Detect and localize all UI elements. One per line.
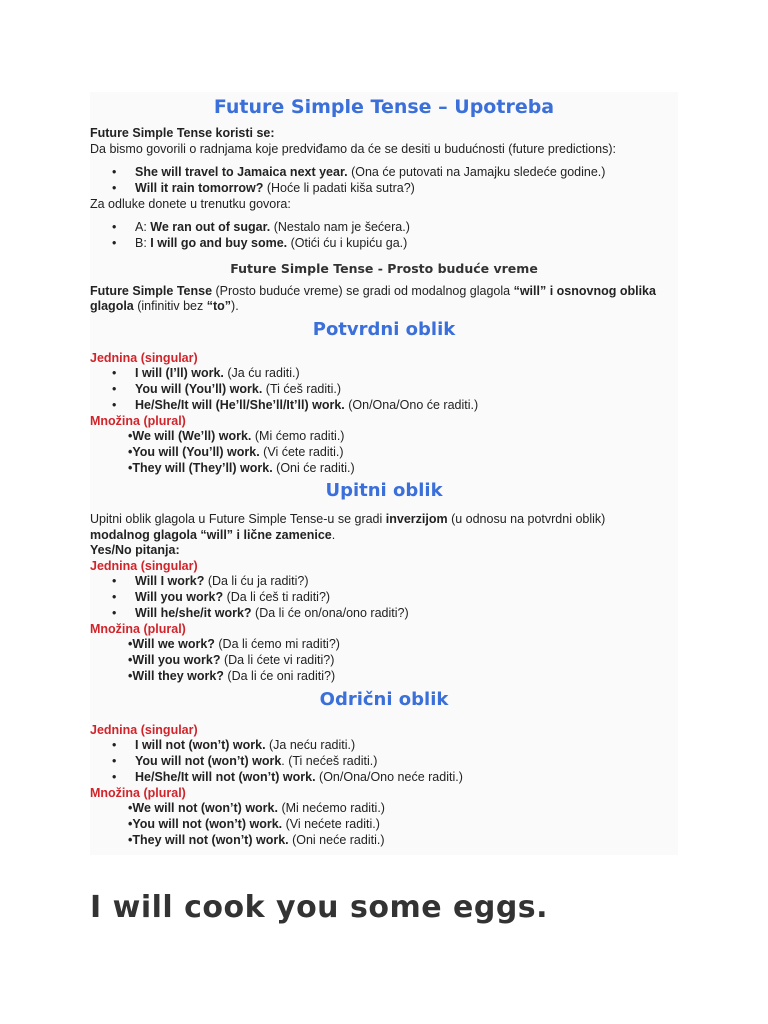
- page-title: Future Simple Tense – Upotreba: [213, 96, 555, 118]
- list-item: •You will not (won’t) work. (Vi nećete raditi.): [128, 816, 380, 831]
- list-item: • He/She/It will (He’ll/She’ll/It’ll) work. (On/Ona/Ono će raditi.): [112, 397, 479, 412]
- list-item: • You will (You’ll) work. (Ti ćeš raditi.): [112, 381, 342, 396]
- list-item: • B: I will go and buy some. (Otići ću i kupiću ga.): [112, 235, 408, 250]
- list-item: • A: We ran out of sugar. (Nestalo nam je šećera.): [112, 220, 410, 235]
- interrogative-plural-label: Množina (plural): [90, 621, 186, 636]
- example-sentence-heading: I will cook you some eggs.: [90, 890, 549, 925]
- prediction-examples: [90, 165, 678, 197]
- affirmative-singular-list: [90, 366, 678, 413]
- negative-plural-label: Množina (plural): [90, 785, 186, 800]
- list-item: •Will you work? (Da li ćete vi raditi?): [128, 653, 335, 668]
- negative-singular-label: Jednina (singular): [90, 722, 198, 737]
- affirmative-singular-label: Jednina (singular): [90, 350, 198, 365]
- yes-no-heading: Yes/No pitanja:: [90, 543, 180, 558]
- intro-line: Da bismo govorili o radnjama koje predviđamo da će se desiti u budućnosti (future predictions):: [90, 141, 616, 156]
- negative-plural-list: [90, 801, 678, 848]
- dialogue-examples: [90, 220, 678, 252]
- list-item: • She will travel to Jamaica next year. (Ona će putovati na Jamajku sledeće godine.): [112, 165, 606, 179]
- list-item: •Will we work? (Da li ćemo mi raditi?): [128, 637, 340, 652]
- list-item: •We will (We’ll) work. (Mi ćemo raditi.): [128, 429, 345, 444]
- formation-paragraph: Future Simple Tense (Prosto buduće vreme) se gradi od modalnog glagola “will” i osnovnog oblika glagola (infinitiv bez “to”).: [90, 283, 656, 314]
- negative-singular-list: [90, 738, 678, 785]
- list-item: • Will I work? (Da li ću ja raditi?): [112, 574, 309, 589]
- list-item: •They will not (won’t) work. (Oni neće raditi.): [128, 832, 385, 847]
- list-item: • I will (I’ll) work. (Ja ću raditi.): [112, 366, 300, 381]
- interrogative-paragraph: Upitni oblik glagola u Future Simple Tense-u se gradi inverzijom (u odnosu na potvrdni oblik) modalnog glagola “will” i lične zamenice.: [90, 512, 606, 542]
- list-item: •We will not (won’t) work. (Mi nećemo raditi.): [128, 801, 385, 816]
- interrogative-title: Upitni oblik: [325, 480, 443, 502]
- document-page: [90, 92, 678, 855]
- affirmative-plural-list: [90, 429, 678, 476]
- intro-heading: Future Simple Tense koristi se:: [90, 126, 275, 140]
- decisions-line: Za odluke donete u trenutku govora:: [90, 196, 291, 211]
- list-item: •You will (You’ll) work. (Vi ćete raditi.): [128, 444, 344, 459]
- list-item: • He/She/It will not (won’t) work. (On/Ona/Ono neće raditi.): [112, 769, 463, 784]
- list-item: • Will he/she/it work? (Da li će on/ona/ono raditi?): [112, 606, 409, 621]
- negative-title: Odrični oblik: [319, 688, 449, 710]
- list-item: •They will (They’ll) work. (Oni će raditi.): [128, 460, 355, 475]
- interrogative-singular-list: [90, 574, 678, 621]
- list-item: • Will it rain tomorrow? (Hoće li padati kiša sutra?): [112, 180, 415, 195]
- list-item: •Will they work? (Da li će oni raditi?): [128, 668, 336, 683]
- list-item: • Will you work? (Da li ćeš ti raditi?): [112, 590, 331, 605]
- list-item: • You will not (won’t) work. (Ti nećeš raditi.): [112, 754, 378, 769]
- list-item: • I will not (won’t) work. (Ja neću raditi.): [112, 738, 356, 753]
- interrogative-plural-list: [90, 637, 678, 684]
- affirmative-title: Potvrdni oblik: [312, 318, 456, 340]
- interrogative-singular-label: Jednina (singular): [90, 558, 198, 573]
- affirmative-plural-label: Množina (plural): [90, 413, 186, 428]
- section-subtitle: Future Simple Tense - Prosto buduće vreme: [230, 260, 538, 276]
